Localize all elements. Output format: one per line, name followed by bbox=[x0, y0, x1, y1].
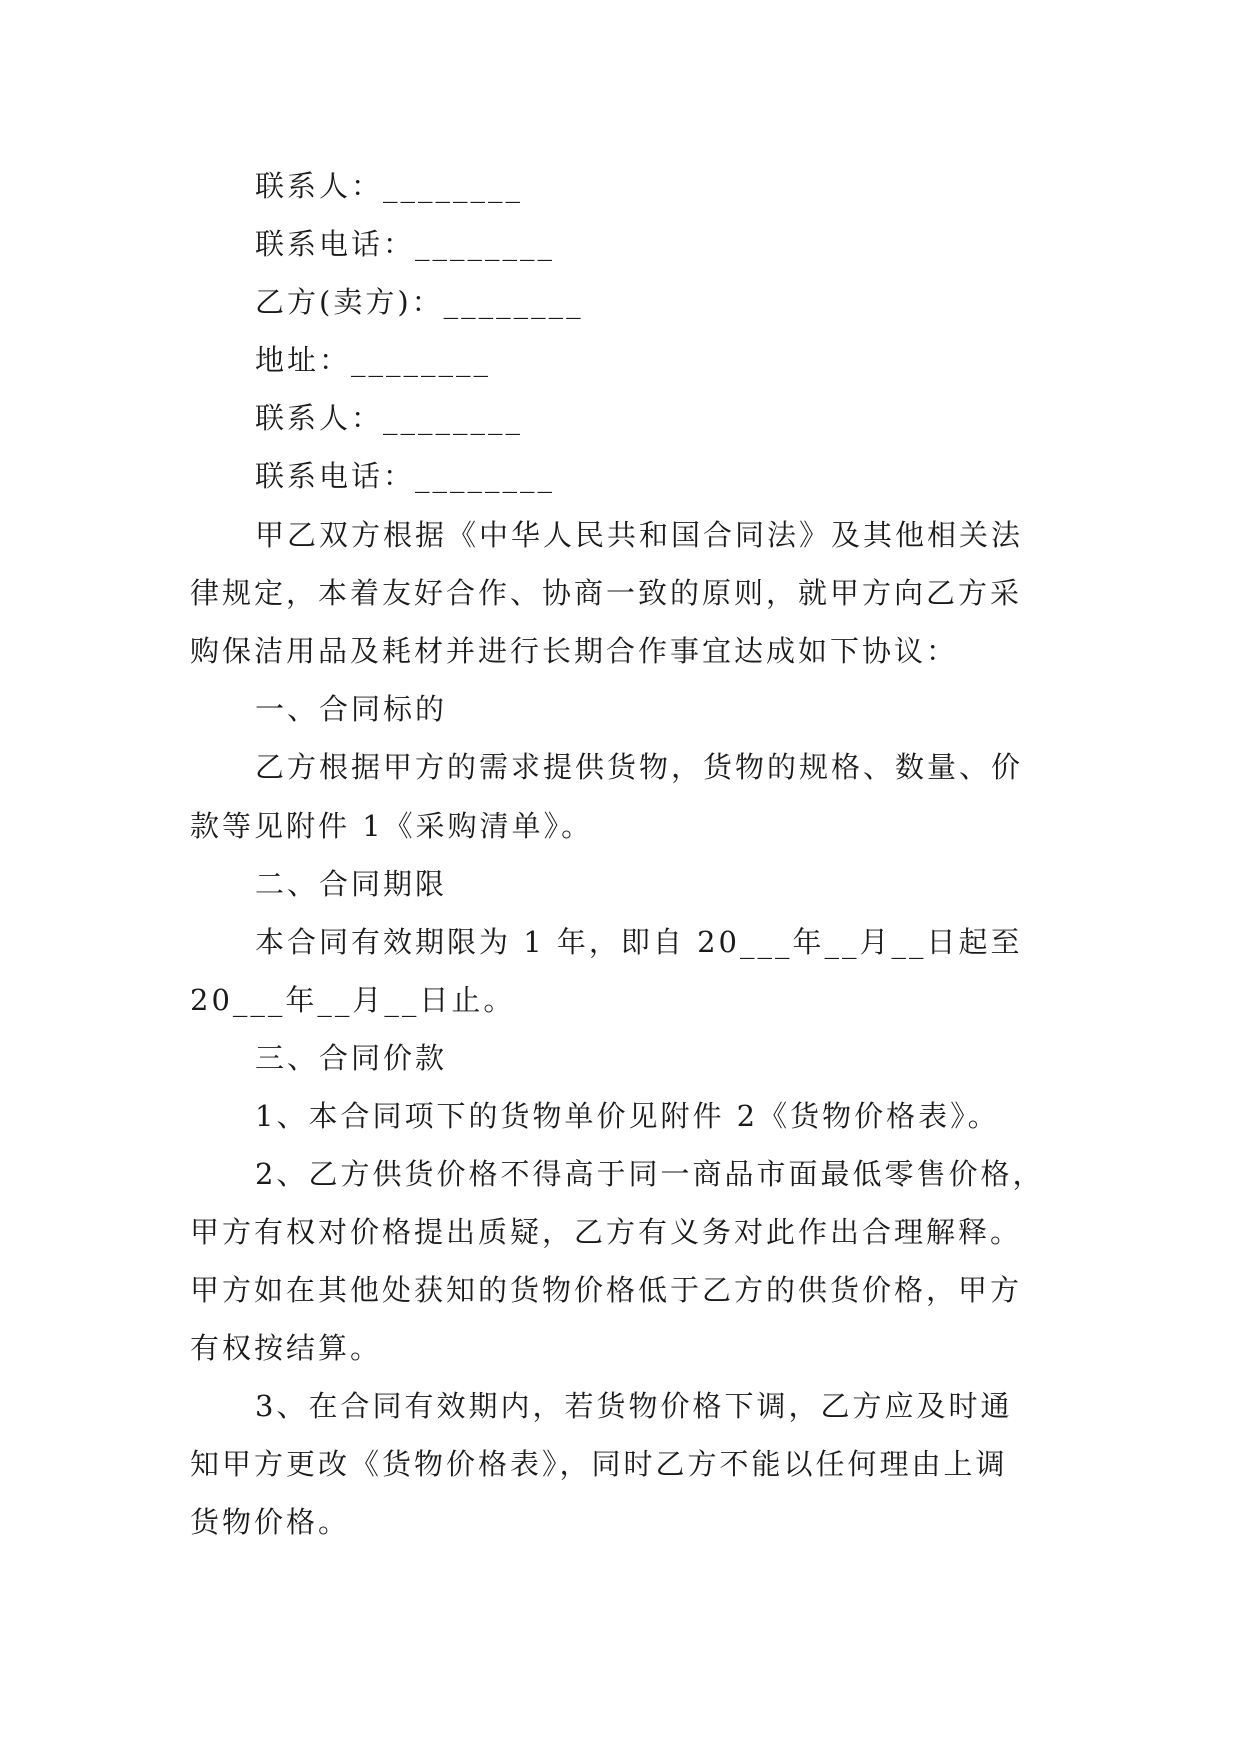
section-text: 乙方根据甲方的需求提供货物，货物的规格、数量、价 bbox=[255, 750, 1024, 784]
preamble-line: 律规定，本着友好合作、协商一致的原则，就甲方向乙方采 bbox=[190, 576, 1023, 610]
clause-text: 有权按结算。 bbox=[190, 1331, 383, 1365]
clause-text: 甲方如在其他处获知的货物价格低于乙方的供货价格，甲方 bbox=[190, 1273, 1023, 1307]
clause-text: 1、本合同项下的货物单价见附件 2《货物价格表》。 bbox=[255, 1099, 1000, 1133]
party-a-phone-field: 联系电话：________ bbox=[255, 227, 556, 261]
section-heading: 二、合同期限 bbox=[255, 867, 448, 901]
party-b-address-field: 地址：________ bbox=[255, 343, 492, 377]
section-heading: 一、合同标的 bbox=[255, 692, 448, 726]
section-text: 款等见附件 1《采购清单》。 bbox=[190, 809, 594, 843]
clause-text: 甲方有权对价格提出质疑，乙方有义务对此作出合理解释。 bbox=[190, 1215, 1023, 1249]
party-b-phone-field: 联系电话：________ bbox=[255, 459, 556, 493]
section-text: 本合同有效期限为 1 年，即自 20___年__月__日起至 bbox=[255, 925, 1023, 959]
party-a-contact-field: 联系人：________ bbox=[255, 169, 524, 203]
clause-text: 2、乙方供货价格不得高于同一商品市面最低零售价格， bbox=[255, 1157, 1045, 1191]
party-b-name-field: 乙方(卖方)：________ bbox=[255, 285, 584, 319]
section-heading: 三、合同价款 bbox=[255, 1041, 448, 1075]
preamble-line: 甲乙双方根据《中华人民共和国合同法》及其他相关法 bbox=[255, 518, 1024, 552]
clause-text: 货物价格。 bbox=[190, 1505, 351, 1539]
clause-text: 3、在合同有效期内，若货物价格下调，乙方应及时通 bbox=[255, 1389, 1013, 1423]
clause-text: 知甲方更改《货物价格表》，同时乙方不能以任何理由上调 bbox=[190, 1447, 1008, 1481]
party-b-contact-field: 联系人：________ bbox=[255, 401, 524, 435]
section-text: 20___年__月__日止。 bbox=[190, 983, 516, 1017]
preamble-line: 购保洁用品及耗材并进行长期合作事宜达成如下协议： bbox=[190, 634, 959, 668]
